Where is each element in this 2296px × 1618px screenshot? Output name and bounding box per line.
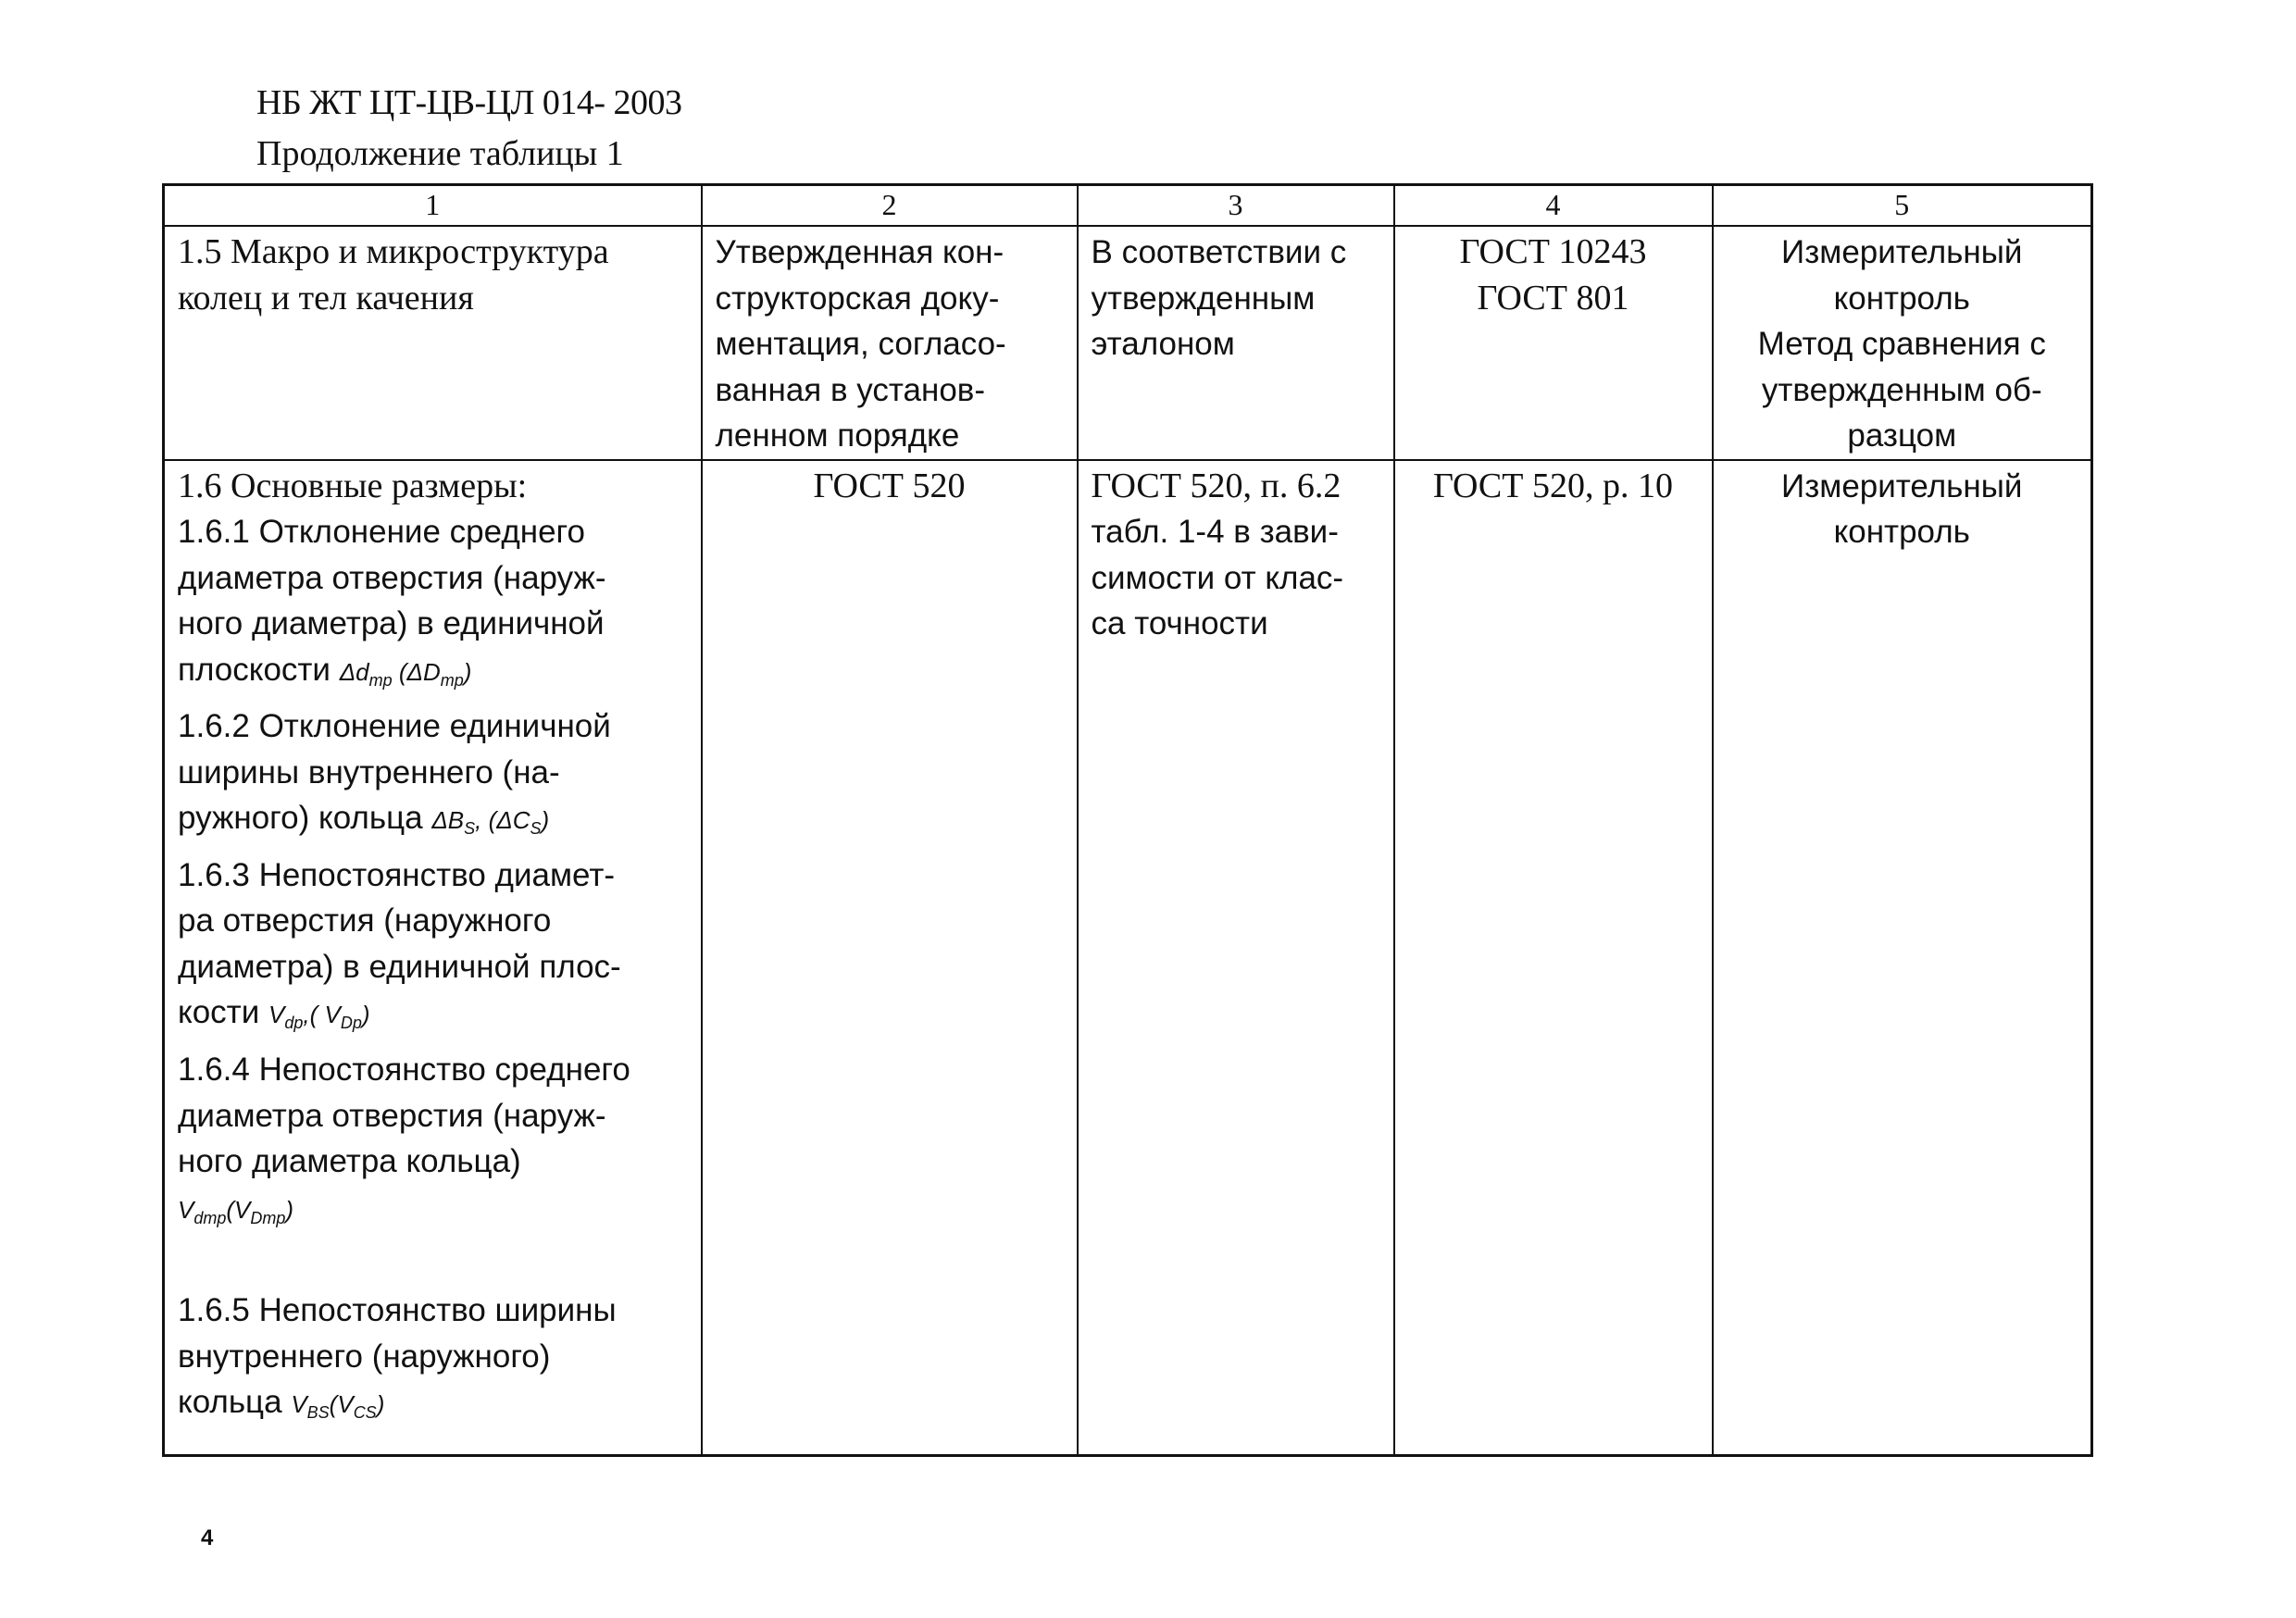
- text-line: ширины внутреннего (на-: [178, 753, 560, 790]
- symbol-base: V: [178, 1195, 194, 1224]
- math-symbol: $V_{BS}(V_{CS})$: [291, 1390, 385, 1423]
- text-line: са точности: [1091, 605, 1268, 641]
- cell-parameter: [164, 226, 702, 460]
- text-line: диаметра отверстия (наруж-: [178, 559, 606, 596]
- text-line: эталоном: [1091, 326, 1235, 362]
- cell-norms: [1078, 460, 1394, 1456]
- list-item: [178, 509, 692, 703]
- symbol-subscript: dmp: [193, 1208, 227, 1227]
- page-number: 4: [201, 1525, 214, 1550]
- symbol-base: V: [268, 1001, 285, 1029]
- text-line: [178, 1379, 692, 1437]
- text-line: симости от клас-: [1091, 559, 1344, 596]
- text-line: контроль: [1833, 280, 1970, 317]
- math-symbol: $\Delta d_{mp}$ $(\Delta D_{mp})$: [339, 657, 472, 690]
- cell-control-type: [1713, 226, 2092, 460]
- text-line: ментация, согласо-: [715, 326, 1006, 362]
- text-line: ГОСТ 520, р. 10: [1433, 466, 1673, 505]
- text-line: диаметра отверстия (наруж-: [178, 1097, 606, 1134]
- cell-test-method: [1394, 226, 1713, 460]
- text-line: Утвержденная кон-: [715, 234, 1004, 270]
- text-line: разцом: [1847, 417, 1957, 454]
- cell-control-type: [1713, 460, 2092, 1456]
- symbol-subscript: dp: [284, 1014, 304, 1033]
- cell-test-method: [1394, 460, 1713, 1456]
- cell-requirements-doc: [702, 226, 1078, 460]
- symbol-base: V: [324, 1001, 341, 1029]
- text-line: контроль: [1833, 514, 1970, 550]
- symbol-base: Δd: [339, 657, 369, 686]
- symbol-base: ΔC: [496, 806, 530, 835]
- symbol-subscript: CS: [353, 1403, 377, 1423]
- column-number-2: 2: [702, 185, 1078, 227]
- symbol-subscript: S: [530, 819, 542, 839]
- cell-norms: [1078, 226, 1394, 460]
- document-code: НБ ЖТ ЦТ-ЦВ-ЦЛ 014- 2003: [256, 83, 682, 122]
- symbol-subscript: mp: [368, 670, 393, 690]
- text-line: 1.6.2 Отклонение единичной: [178, 708, 611, 745]
- line-text: кольца: [178, 1384, 282, 1421]
- cell-parameter: [164, 460, 702, 1456]
- table-continuation-caption: Продолжение таблицы 1: [256, 134, 624, 173]
- text-line: ного диаметра кольца): [178, 1143, 521, 1180]
- line-text: кости: [178, 994, 260, 1031]
- text-line: ленном порядке: [715, 417, 960, 454]
- list-item: [178, 853, 692, 1047]
- text-line: 1.5 Макро и микроструктура: [178, 232, 609, 271]
- text-line: ра отверстия (наружного: [178, 902, 552, 940]
- text-line: ванная в установ-: [715, 371, 986, 408]
- text-line: Измерительный: [1781, 467, 2023, 504]
- text-line: утвержденным: [1091, 280, 1316, 317]
- column-number-row: [164, 185, 2092, 227]
- symbol-base: V: [291, 1390, 307, 1419]
- symbol-base: ΔD: [406, 657, 441, 686]
- spacer: [178, 1241, 692, 1288]
- column-number-5: 5: [1713, 185, 2092, 227]
- text-line: структорская доку-: [715, 280, 1000, 317]
- text-line: Метод сравнения с: [1757, 326, 2046, 362]
- symbol-subscript: mp: [440, 670, 464, 690]
- math-symbol: $V_{dmp}(V_{Dmp})$: [178, 1195, 294, 1227]
- text-line: табл. 1-4 в зави-: [1091, 514, 1339, 550]
- text-line: ГОСТ 801: [1477, 278, 1629, 317]
- cell-requirements-doc: [702, 460, 1078, 1456]
- symbol-subscript: S: [464, 819, 476, 839]
- text-line: внутреннего (наружного): [178, 1338, 551, 1375]
- math-symbol: $\Delta B_S$, $(\Delta C_S)$: [431, 806, 550, 839]
- text-line: колец и тел качения: [178, 278, 474, 317]
- specification-table: [162, 183, 2093, 1457]
- column-number-4: 4: [1394, 185, 1713, 227]
- text-line: В соответствии с: [1091, 234, 1347, 270]
- symbol-subscript: Dp: [340, 1014, 362, 1033]
- text-line: [178, 795, 692, 853]
- symbol-subscript: Dmp: [250, 1208, 286, 1227]
- text-line: диаметра) в единичной плос-: [178, 948, 621, 985]
- text-line: ГОСТ 10243: [1459, 232, 1647, 271]
- symbol-base: V: [337, 1390, 354, 1419]
- text-line: Измерительный: [1781, 234, 2023, 270]
- text-line: ного диаметра) в единичной: [178, 605, 605, 641]
- list-item: [178, 1047, 692, 1241]
- text-line: [178, 1185, 692, 1242]
- table-row-1-6: [164, 460, 2092, 1456]
- text-line: 1.6.4 Непостоянство среднего: [178, 1052, 630, 1089]
- line-text: плоскости: [178, 651, 331, 688]
- text-line: ГОСТ 520, п. 6.2: [1091, 466, 1341, 505]
- text-line: 1.6.1 Отклонение среднего: [178, 514, 586, 550]
- text-line: 1.6.3 Непостоянство диамет-: [178, 856, 616, 893]
- text-line: 1.6.5 Непостоянство ширины: [178, 1292, 617, 1329]
- text-line: ГОСТ 520: [813, 466, 966, 505]
- symbol-base: V: [234, 1195, 251, 1224]
- text-line: 1.6 Основные размеры:: [178, 466, 528, 505]
- column-number-3: 3: [1078, 185, 1394, 227]
- column-number-1: 1: [164, 185, 702, 227]
- symbol-subscript: BS: [306, 1403, 330, 1423]
- list-item: [178, 1288, 692, 1437]
- text-line: [178, 989, 692, 1047]
- text-line: утвержденным об-: [1761, 371, 2042, 408]
- line-text: ружного) кольца: [178, 800, 423, 837]
- list-item: [178, 703, 692, 853]
- symbol-base: ΔB: [431, 806, 465, 835]
- text-line: [178, 647, 692, 704]
- table-row-1-5: [164, 226, 2092, 460]
- math-symbol: $V_{dp}$,( $V_{Dp}$): [268, 1001, 370, 1033]
